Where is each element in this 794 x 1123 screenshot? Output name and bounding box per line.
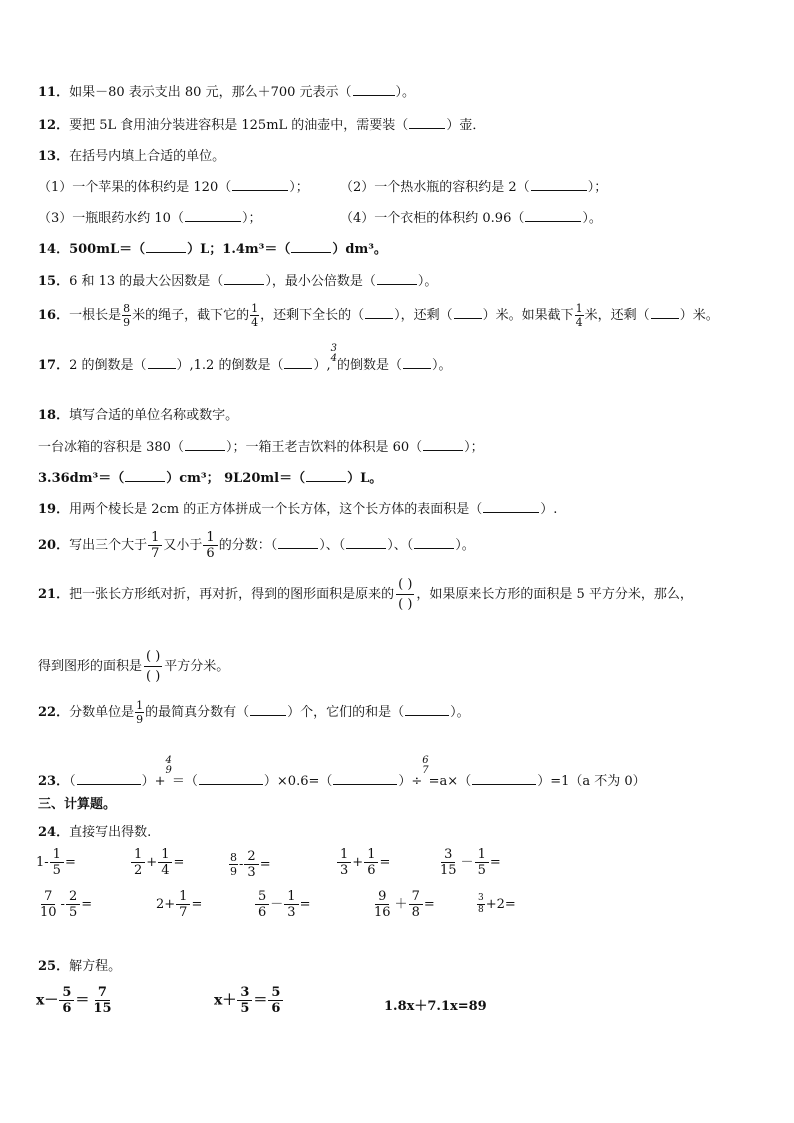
question-text: 6 和 13 的最大公因数是（ <box>69 274 224 289</box>
question-number: 12． <box>38 118 70 133</box>
question-text: 填写合适的单位名称或数字。 <box>69 408 239 423</box>
item-text: （1）一个苹果的体积约是 120（ <box>38 180 232 195</box>
fraction: $\frac{1}{6}$ <box>203 531 217 560</box>
question-number: 14． <box>38 242 70 257</box>
question-text: 2 的倒数是（ <box>69 358 147 373</box>
question-24 <box>38 826 151 839</box>
fraction-blank[interactable]: $\frac{( )}{( )}$ <box>398 577 413 612</box>
question-text-end: ）。 <box>455 538 475 553</box>
question-text: 一根长是 <box>69 308 122 323</box>
answer-blank[interactable] <box>353 85 395 96</box>
item-text-end: ）。 <box>582 211 602 226</box>
item-text-end: ）； <box>587 180 608 195</box>
question-text: ），还剩（ <box>394 308 453 323</box>
answer-blank[interactable] <box>185 440 225 451</box>
question-text: ）cm³； 9L20ml＝（ <box>166 471 306 486</box>
question-number: 15． <box>38 274 70 289</box>
calc-item-4: $\frac{1}{3}$ + $\frac{1}{6}$ = <box>336 848 390 877</box>
calc-item-7: 2+ $\frac{1}{7}$ = <box>156 889 203 920</box>
fraction: 4 9 <box>165 755 172 776</box>
question-text-end: 平方分米。 <box>164 659 230 674</box>
question-text-end: ）. <box>540 502 558 517</box>
answer-blank[interactable] <box>403 358 431 369</box>
question-text: ）个，它们的和是（ <box>287 705 405 720</box>
item-text-end: ）； <box>241 211 262 226</box>
question-number: 23． <box>38 774 70 789</box>
question-11 <box>38 85 415 99</box>
equation-1: x－ $\frac{5}{6}$ ＝ $\frac{7}{15}$ <box>36 985 112 1016</box>
question-text: ）,1.2 的倒数是（ <box>176 358 284 373</box>
question-21-line-2 <box>38 650 229 683</box>
question-text: =a×（ <box>428 774 472 789</box>
answer-blank[interactable] <box>409 118 445 129</box>
answer-blank[interactable] <box>525 211 581 222</box>
answer-blank[interactable] <box>377 274 417 285</box>
question-text: 一台冰箱的容积是 380（ <box>38 440 184 455</box>
answer-blank[interactable] <box>651 308 679 319</box>
calc-item-5: $\frac{3}{15}$ － $\frac{1}{5}$ = <box>440 847 501 878</box>
answer-blank[interactable] <box>414 538 454 549</box>
question-text: ＝（ <box>171 774 198 789</box>
fraction: $\frac{1}{4}$ <box>575 302 583 329</box>
answer-blank[interactable] <box>199 774 263 785</box>
question-text-end: ）dm³。 <box>332 242 387 257</box>
question-18-line-1 <box>38 440 484 454</box>
question-13-item-4 <box>340 211 602 225</box>
question-text-end: ）壶． <box>446 118 486 133</box>
question-text-end: ）。 <box>417 274 438 289</box>
question-text: 写出三个大于 <box>69 538 148 553</box>
answer-blank[interactable] <box>146 242 186 253</box>
calc-item-8: $\frac{5}{6}$ － $\frac{1}{3}$ = <box>254 890 310 919</box>
calc-item-2: $\frac{1}{2}$ + $\frac{1}{4}$ = <box>130 848 184 877</box>
item-text: （3）一瓶眼药水约 10（ <box>38 211 184 226</box>
calc-item-10: $\frac{3}{8}$ +2= <box>478 893 516 915</box>
calc-item-1: 1- $\frac{1}{5}$ = <box>36 847 76 878</box>
answer-blank[interactable] <box>250 705 286 716</box>
answer-blank[interactable] <box>405 705 449 716</box>
question-13-item-2 <box>340 180 607 194</box>
question-number: 22． <box>38 705 70 720</box>
question-13 <box>38 150 225 163</box>
answer-blank[interactable] <box>148 358 176 369</box>
equation-3: 1.8x＋7.1x=89 <box>384 999 487 1014</box>
answer-blank[interactable] <box>333 774 397 785</box>
answer-blank[interactable] <box>185 211 241 222</box>
question-12 <box>38 118 485 132</box>
answer-blank[interactable] <box>77 774 141 785</box>
question-number: 16． <box>38 308 70 323</box>
question-number: 11． <box>38 85 70 100</box>
question-14 <box>38 242 387 256</box>
item-text-end: ）； <box>289 180 309 195</box>
question-text: 把一张长方形纸对折，再对折，得到的图形面积是原来的 <box>69 587 395 602</box>
question-number: 20． <box>38 538 70 553</box>
question-23 <box>38 755 646 789</box>
question-text: 得到图形的面积是 <box>38 659 143 674</box>
fraction: $\frac{1}{7}$ <box>148 531 162 560</box>
question-18 <box>38 409 238 422</box>
question-text: ），最小公倍数是（ <box>265 274 376 289</box>
question-text-end: ）L。 <box>347 471 383 486</box>
question-13-item-1 <box>38 180 309 194</box>
answer-blank[interactable] <box>278 538 318 549</box>
question-text: ）+ <box>141 774 166 789</box>
question-text: ）；一箱王老吉饮料的体积是 60（ <box>225 440 423 455</box>
question-text: 要把 5L 食用油分装进容积是 125mL 的油壶中，需要装（ <box>69 118 409 133</box>
question-text: 又小于 <box>163 538 203 553</box>
question-number: 18． <box>38 408 70 423</box>
answer-blank[interactable] <box>291 242 331 253</box>
answer-blank[interactable] <box>224 274 264 285</box>
answer-blank[interactable] <box>423 440 463 451</box>
question-text-end: ）。 <box>450 705 470 720</box>
question-text: 米，还剩（ <box>584 308 650 323</box>
question-text: ）、（ <box>387 538 414 553</box>
calc-item-3: $\frac{8}{9}$ - $\frac{2}{3}$ = <box>230 849 271 880</box>
question-text-end: ）米。 <box>679 308 719 323</box>
question-text: 分数单位是 <box>69 705 135 720</box>
question-text: 用两个棱长是 2cm 的正方体拼成一个长方体，这个长方体的表面积是（ <box>69 502 483 517</box>
answer-blank[interactable] <box>472 774 536 785</box>
section-title: 三、计算题。 <box>38 797 117 812</box>
question-13-item-3 <box>38 211 261 225</box>
question-16 <box>38 303 719 328</box>
question-text: 的分数：（ <box>218 538 278 553</box>
question-text-end: ）； <box>464 440 484 455</box>
question-number: 21． <box>38 587 70 602</box>
question-text: ）÷ <box>398 774 423 789</box>
question-text: ）, <box>313 358 331 373</box>
question-text-end: ）=1（a 不为 0） <box>537 774 646 789</box>
fraction: $\frac{1}{4}$ <box>251 302 259 329</box>
question-19 <box>38 502 557 516</box>
question-text: ）米。如果截下 <box>482 308 574 323</box>
answer-blank[interactable] <box>483 502 539 513</box>
question-text: 直接写出得数. <box>69 825 152 840</box>
answer-blank[interactable] <box>454 308 482 319</box>
question-text: ，如果原来长方形的面积是 5 平方分米，那么， <box>416 587 693 602</box>
question-text: ）L；1.4m³＝（ <box>187 242 291 257</box>
fraction: $\frac{1}{9}$ <box>136 699 144 726</box>
question-text: ，还剩下全长的（ <box>260 308 365 323</box>
fraction: $\frac{8}{9}$ <box>123 302 131 329</box>
question-15 <box>38 274 437 288</box>
question-text: （ <box>69 774 76 789</box>
question-25 <box>38 960 121 973</box>
question-text: ）、（ <box>319 538 346 553</box>
question-22 <box>38 700 470 725</box>
item-text: （4）一个衣柜的体积约 0.96（ <box>340 211 525 226</box>
question-text: 3.36dm³＝（ <box>38 471 125 486</box>
question-text: 解方程。 <box>69 959 122 974</box>
question-20 <box>38 531 475 560</box>
question-number: 25． <box>38 959 70 974</box>
answer-blank[interactable] <box>365 308 393 319</box>
item-text: （2）一个热水瓶的容积约是 2（ <box>340 180 530 195</box>
question-text: 500mL＝（ <box>69 242 146 257</box>
question-text: 在括号内填上合适的单位。 <box>69 149 226 164</box>
fraction: 6 7 <box>422 755 429 776</box>
question-number: 17． <box>38 358 70 373</box>
answer-blank[interactable] <box>306 471 346 482</box>
question-text-end: ）。 <box>431 358 452 373</box>
answer-blank[interactable] <box>125 471 165 482</box>
calc-item-6: $\frac{7}{10}$ - $\frac{2}{5}$ = <box>40 889 93 920</box>
answer-blank[interactable] <box>346 538 386 549</box>
question-text: 米的绳子，截下它的 <box>132 308 250 323</box>
question-17 <box>38 343 452 373</box>
question-text: 如果－80 表示支出 80 元，那么＋700 元表示（ <box>69 85 352 100</box>
answer-blank[interactable] <box>232 180 288 191</box>
question-number: 24． <box>38 825 70 840</box>
question-number: 13． <box>38 149 70 164</box>
question-21 <box>38 578 693 611</box>
question-text: ）×0.6=（ <box>263 774 333 789</box>
fraction-blank[interactable]: $\frac{( )}{( )}$ <box>146 649 161 684</box>
question-text: 的最简真分数有（ <box>145 705 250 720</box>
answer-blank[interactable] <box>284 358 312 369</box>
answer-blank[interactable] <box>531 180 587 191</box>
question-18-line-2 <box>38 471 382 485</box>
equation-2: x＋ $\frac{3}{5}$ ＝ $\frac{5}{6}$ <box>214 986 284 1015</box>
question-text-end: ）。 <box>395 85 416 100</box>
question-text: 的倒数是（ <box>336 358 402 373</box>
calc-item-9: $\frac{9}{16}$ ＋ $\frac{7}{8}$ = <box>374 889 435 920</box>
question-number: 19． <box>38 502 70 517</box>
fraction: 3 4 <box>330 343 337 364</box>
